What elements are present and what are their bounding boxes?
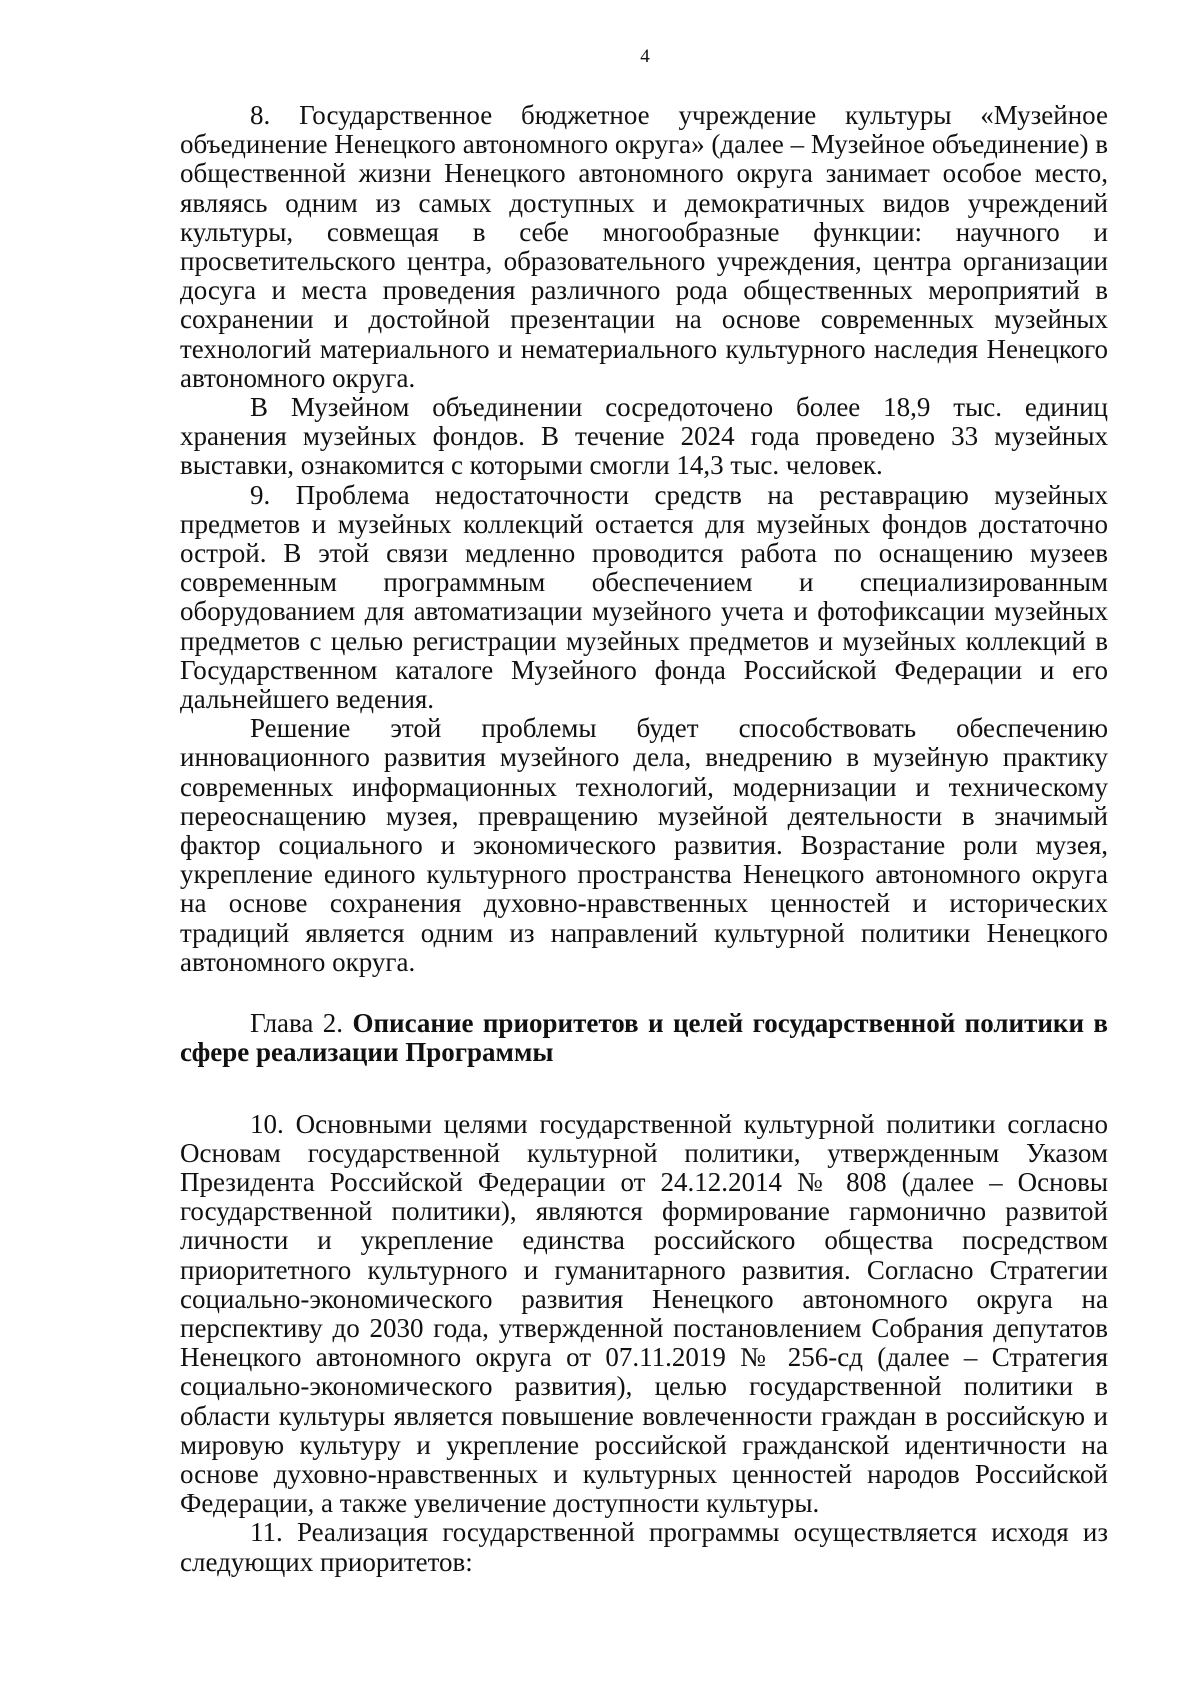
paragraph-11: 11. Реализация государственной программы осуществляется исходя из следующих приоритетов:	[180, 1517, 1108, 1577]
paragraph-9: 9. Проблема недостаточности средств на реставрацию музейных предметов и музейных коллекций остается для музейных фондов достаточно острой. В этой связи медленно проводится работа по оснащению музеев современным программным обеспечением и специализированным оборудованием для автоматизации музейного учета и фотофиксации музейных предметов с целью регистрации музейных предметов и музейных коллекций в Государственном каталоге Музейного фонда Российской Федерации и его дальнейшего ведения.	[180, 479, 1108, 715]
paragraph-8-museum-stats: В Музейном объединении сосредоточено более 18,9 тыс. единиц хранения музейных фондов. В течение 2024 года проведено 33 музейных выставки, ознакомится с которыми смогли 14,3 тыс. человек.	[180, 392, 1108, 481]
paragraph-8: 8. Государственное бюджетное учреждение культуры «Музейное объединение Ненецкого автономного округа» (далее – Музейное объединение) в общественной жизни Ненецкого автономного округа занимает особое место, являясь одним из самых доступных и демократичных видов учреждений культуры, совмещая в себе многообразные функции: научного и просветительского центра, образовательного учреждения, центра организации досуга и места проведения различного рода общественных мероприятий в сохранении и достойной презентации на основе современных музейных технологий материального и нематериального культурного наследия Ненецкого автономного округа.	[180, 100, 1108, 393]
page-number: 4	[640, 46, 650, 67]
document-body	[180, 101, 1108, 1577]
paragraph-9-solution: Решение этой проблемы будет способствовать обеспечению инновационного развития музейного дела, внедрению в музейную практику современных информационных технологий, модернизации и техническому переоснащению музея, превращению музейной деятельности в значимый фактор социального и экономического развития. Возрастание роли музея, укрепление единого культурного пространства Ненецкого автономного округа на основе сохранения духовно-нравственных ценностей и исторических традиций является одним из направлений культурной политики Ненецкого автономного округа.	[180, 713, 1108, 977]
paragraph-10: 10. Основными целями государственной культурной политики согласно Основам государственной культурной политики, утвержденным Указом Президента Российской Федерации от 24.12.2014 № 808 (далее – Основы государственной политики), являются формирование гармонично развитой личности и укрепление единства российского общества посредством приоритетного культурного и гуманитарного развития. Согласно Стратегии социально-экономического развития Ненецкого автономного округа на перспективу до 2030 года, утвержденной постановлением Собрания депутатов Ненецкого автономного округа от 07.11.2019 № 256-сд (далее – Стратегия социально-экономического развития), целью государственной политики в области культуры является повышение вовлеченности граждан в российскую и мировую культуру и укрепление российской гражданской идентичности на основе духовно-нравственных и культурных ценностей народов Российской Федерации, а также увеличение доступности культуры.	[180, 1108, 1108, 1519]
chapter-prefix: Глава 2.	[250, 1008, 353, 1039]
chapter-heading	[180, 1009, 1108, 1067]
chapter-title: Описание приоритетов и целей государственной политики в сфере реализации Программы	[180, 1008, 1108, 1068]
